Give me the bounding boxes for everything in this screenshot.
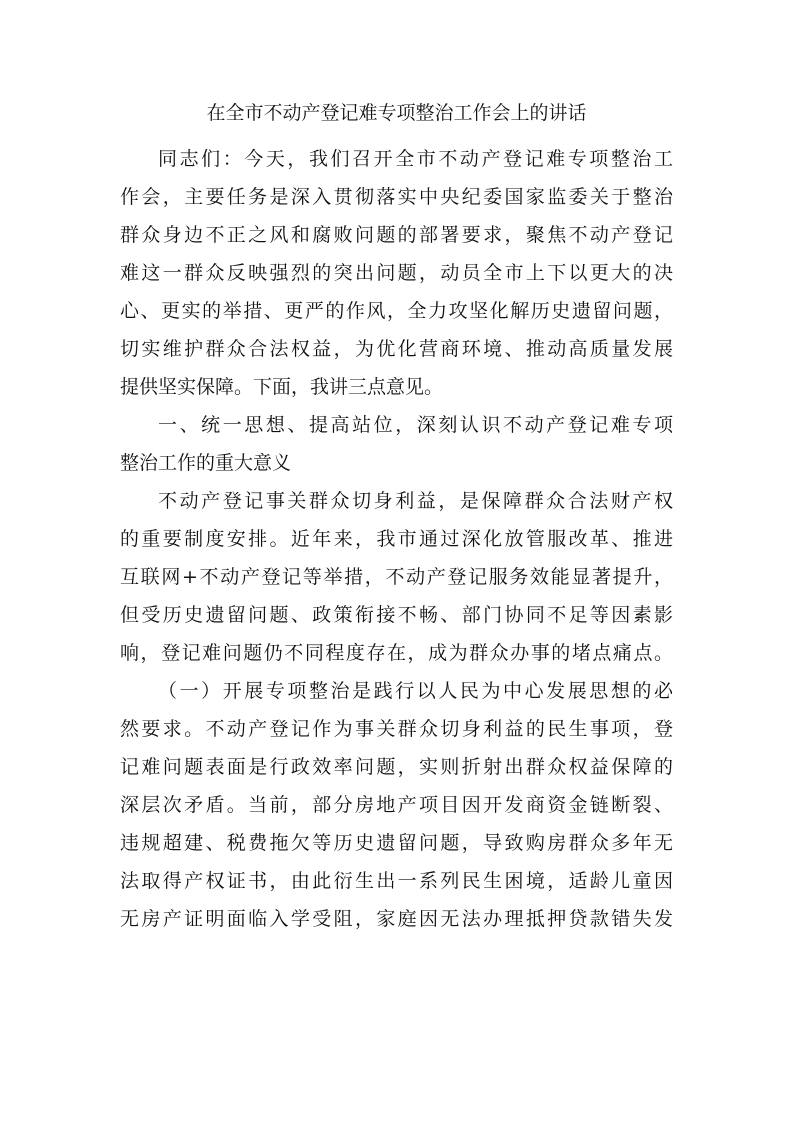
text-line: 深层次矛盾。当前，部分房地产项目因开发商资金链断裂、 (120, 794, 673, 816)
text-line: 互联网+不动产登记等举措，不动产登记服务效能显著提升， (120, 566, 673, 588)
text-line: 然要求。不动产登记作为事关群众切身利益的民生事项，登 (120, 718, 673, 740)
section-heading-line: 整治工作的重大意义 (120, 452, 292, 474)
text-line: 记难问题表面是行政效率问题，实则折射出群众权益保障的 (120, 756, 673, 778)
subsection-heading-line: （一）开展专项整治是践行以人民为中心发展思想的必 (158, 680, 673, 702)
text-line: 法取得产权证书，由此衍生出一系列民生困境，适龄儿童因 (120, 870, 673, 892)
text-line: 群众身边不正之风和腐败问题的部署要求，聚焦不动产登记 (120, 224, 673, 246)
text-line: 难这一群众反映强烈的突出问题，动员全市上下以更大的决 (120, 262, 673, 284)
text-line: 违规超建、税费拖欠等历史遗留问题，导致购房群众多年无 (120, 832, 673, 854)
text-line: 不动产登记事关群众切身利益，是保障群众合法财产权 (158, 490, 673, 512)
text-line: 切实维护群众合法权益，为优化营商环境、推动高质量发展 (120, 338, 673, 360)
text-line: 同志们：今天，我们召开全市不动产登记难专项整治工 (158, 148, 673, 170)
text-line: 的重要制度安排。近年来，我市通过深化放管服改革、推进 (120, 528, 673, 550)
text-line: 作会，主要任务是深入贯彻落实中央纪委国家监委关于整治 (120, 186, 673, 208)
text-line: 但受历史遗留问题、政策衔接不畅、部门协同不足等因素影 (120, 604, 673, 626)
section-heading-line: 一、统一思想、提高站位，深刻认识不动产登记难专项 (158, 414, 673, 436)
document-title: 在全市不动产登记难专项整治工作会上的讲话 (206, 102, 587, 124)
text-line: 响，登记难问题仍不同程度存在，成为群众办事的堵点痛点。 (120, 642, 673, 664)
text-line: 无房产证明面临入学受阻，家庭因无法办理抵押贷款错失发 (120, 908, 673, 930)
text-line: 心、更实的举措、更严的作风，全力攻坚化解历史遗留问题， (120, 300, 673, 322)
text-line: 提供坚实保障。下面，我讲三点意见。 (120, 376, 444, 398)
